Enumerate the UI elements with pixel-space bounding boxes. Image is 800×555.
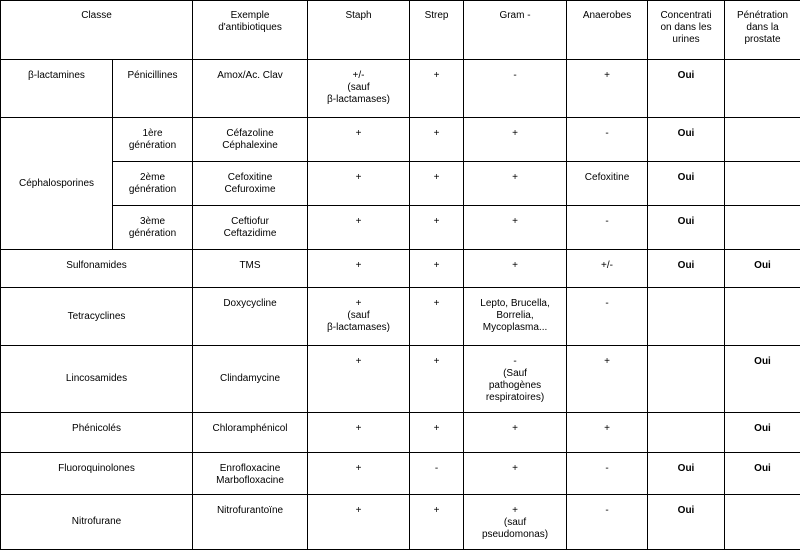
- cell-staph: +: [308, 162, 410, 206]
- cell-strep: +: [410, 162, 464, 206]
- cell-urines: Oui: [648, 206, 725, 250]
- cell-anaerobes: +/-: [567, 250, 648, 288]
- table-row: [1, 453, 800, 495]
- header-staph: Staph: [308, 1, 410, 60]
- cell-prostate: Oui: [725, 346, 800, 413]
- table-row: [1, 346, 800, 413]
- header-classe: Classe: [1, 1, 193, 60]
- cell-exemple: Amox/Ac. Clav: [193, 60, 308, 118]
- cell-strep: +: [410, 346, 464, 413]
- cell-staph: +: [308, 346, 410, 413]
- cell-prostate: [725, 495, 800, 550]
- cell-strep: +: [410, 288, 464, 346]
- cell-gram: +: [464, 118, 567, 162]
- table-row: [1, 60, 800, 118]
- cell-urines: [648, 346, 725, 413]
- cell-strep: +: [410, 206, 464, 250]
- cell-gram: Lepto, Brucella, Borrelia, Mycoplasma...: [464, 288, 567, 346]
- cell-staph: +: [308, 118, 410, 162]
- cell-urines: Oui: [648, 118, 725, 162]
- cell-exemple: Clindamycine: [193, 346, 308, 413]
- cell-strep: +: [410, 60, 464, 118]
- cell-anaerobes: +: [567, 60, 648, 118]
- cell-gram: +: [464, 162, 567, 206]
- header-gram: Gram -: [464, 1, 567, 60]
- cell-classe: Sulfonamides: [1, 250, 193, 288]
- cell-strep: -: [410, 453, 464, 495]
- cell-strep: +: [410, 413, 464, 453]
- cell-exemple: Enrofloxacine Marbofloxacine: [193, 453, 308, 495]
- cell-anaerobes: +: [567, 346, 648, 413]
- cell-prostate: Oui: [725, 453, 800, 495]
- cell-gram: +: [464, 206, 567, 250]
- cell-prostate: Oui: [725, 250, 800, 288]
- cell-gram: + (sauf pseudomonas): [464, 495, 567, 550]
- cell-exemple: Nitrofurantoïne: [193, 495, 308, 550]
- cell-anaerobes: +: [567, 413, 648, 453]
- cell-prostate: [725, 162, 800, 206]
- cell-classe: Lincosamides: [1, 346, 193, 413]
- table-row: [1, 495, 800, 550]
- cell-staph: + (sauf β-lactamases): [308, 288, 410, 346]
- cell-strep: +: [410, 495, 464, 550]
- cell-staph: +: [308, 495, 410, 550]
- cell-anaerobes: -: [567, 118, 648, 162]
- cell-classe: 1ère génération: [113, 118, 193, 162]
- cell-gram: +: [464, 453, 567, 495]
- table-row: [1, 250, 800, 288]
- cell-classe: Tetracyclines: [1, 288, 193, 346]
- cell-staph: +: [308, 453, 410, 495]
- cell-anaerobes: -: [567, 453, 648, 495]
- cell-strep: +: [410, 250, 464, 288]
- cell-gram: +: [464, 413, 567, 453]
- header-row: [1, 1, 800, 60]
- cell-gram: - (Sauf pathogènes respiratoires): [464, 346, 567, 413]
- cell-anaerobes: -: [567, 206, 648, 250]
- cell-classe: Pénicillines: [113, 60, 193, 118]
- cell-urines: Oui: [648, 453, 725, 495]
- cell-urines: Oui: [648, 495, 725, 550]
- cell-exemple: Ceftiofur Ceftazidime: [193, 206, 308, 250]
- cell-classe: Phénicolés: [1, 413, 193, 453]
- cell-exemple: Chloramphénicol: [193, 413, 308, 453]
- cell-prostate: [725, 288, 800, 346]
- cell-exemple: Céfazoline Céphalexine: [193, 118, 308, 162]
- cell-staph: +: [308, 413, 410, 453]
- cell-staph: +: [308, 250, 410, 288]
- cell-staph: +/- (sauf β-lactamases): [308, 60, 410, 118]
- cell-gram: -: [464, 60, 567, 118]
- table-row: [1, 206, 800, 250]
- cell-urines: Oui: [648, 162, 725, 206]
- cell-classe: Nitrofurane: [1, 495, 193, 550]
- cell-classe: Fluoroquinolones: [1, 453, 193, 495]
- cell-exemple: Cefoxitine Cefuroxime: [193, 162, 308, 206]
- table-row: [1, 288, 800, 346]
- cell-exemple: Doxycycline: [193, 288, 308, 346]
- table-row: [1, 162, 800, 206]
- cell-anaerobes: -: [567, 288, 648, 346]
- cell-urines: Oui: [648, 60, 725, 118]
- cell-gram: +: [464, 250, 567, 288]
- cell-anaerobes: -: [567, 495, 648, 550]
- header-strep: Strep: [410, 1, 464, 60]
- cell-classe: 3ème génération: [113, 206, 193, 250]
- table-row: [1, 118, 800, 162]
- cell-prostate: Oui: [725, 413, 800, 453]
- cell-exemple: TMS: [193, 250, 308, 288]
- header-urines: Concentrati on dans les urines: [648, 1, 725, 60]
- cell-prostate: [725, 118, 800, 162]
- cell-prostate: [725, 206, 800, 250]
- group-beta-lactamines: β-lactamines: [1, 60, 113, 118]
- header-anaerobes: Anaerobes: [567, 1, 648, 60]
- cell-urines: [648, 413, 725, 453]
- group-cephalosporines: Céphalosporines: [1, 118, 113, 250]
- cell-anaerobes: Cefoxitine: [567, 162, 648, 206]
- cell-urines: [648, 288, 725, 346]
- header-exemple: Exemple d'antibiotiques: [193, 1, 308, 60]
- header-prostate: Pénétration dans la prostate: [725, 1, 800, 60]
- cell-prostate: [725, 60, 800, 118]
- table-row: [1, 413, 800, 453]
- cell-classe: 2ème génération: [113, 162, 193, 206]
- cell-staph: +: [308, 206, 410, 250]
- cell-urines: Oui: [648, 250, 725, 288]
- cell-strep: +: [410, 118, 464, 162]
